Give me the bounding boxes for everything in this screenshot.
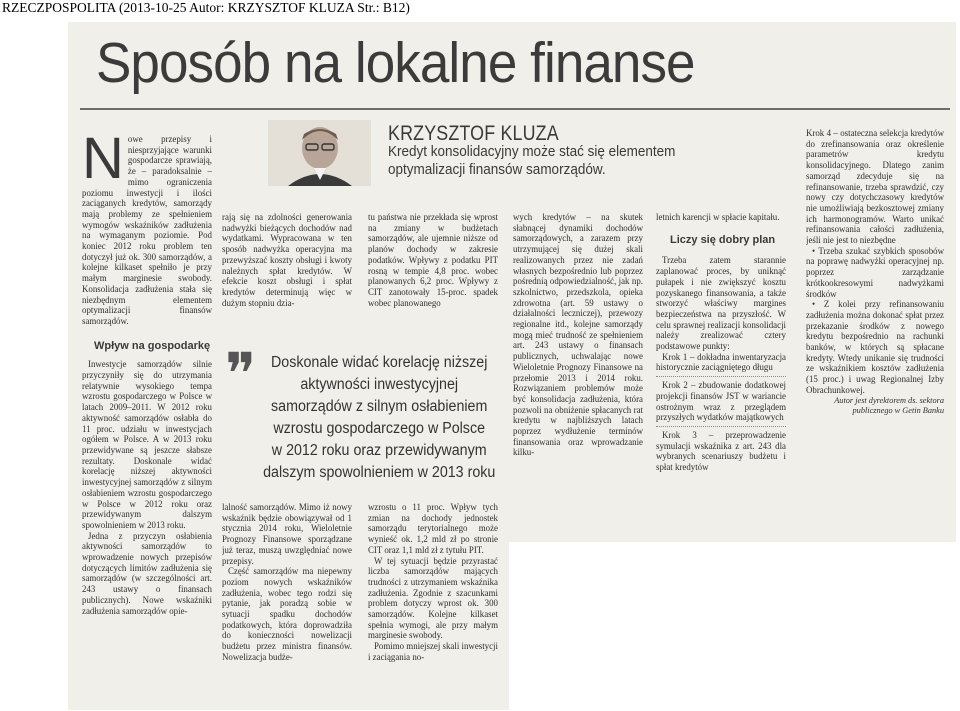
quote-mark-icon: ❞: [225, 342, 257, 407]
col2-top-text: rają się na zdolności generowania nadwyżki bieżących dochodów nad wydatkami. Wypracowana w ten sposób nadwyżka operacyjna ma przewyższać koszty obsługi i kwoty należnych spłat kredytów. W efekcie koszt obsługi i spłat kredytów determinują więc w dużym stopniu dzia-: [222, 212, 352, 308]
source-header: RZECZPOSPOLITA (2013-10-25 Autor: KRZYSZTOF KLUZA Str.: B12): [2, 0, 410, 15]
col6-text: Krok 4 – ostateczna selekcja kredytów do zrefinansowania oraz określenie parametrów kredytu konsolidacyjnego. Dlatego zanim samorząd zdecyduje się na refinansowanie, trzeba sprawdzić, czy nowy czy dotychczasowy kredytów nie umożliwiają bezkosztowej zmiany ich harmonogramów. Warto unikać refinansowania całości zadłużenia, jeśli nie jest to niezbędne: [806, 128, 944, 246]
col3-bottom-text-3: Pomimo mniejszej skali inwestycji i zaciągania no-: [368, 641, 498, 662]
box-title-plan: Liczy się dobry plan: [670, 233, 776, 246]
col6-bullet-1: • Trzeba szukać szybkich sposobów na poprawę nadwyżki operacyjnej np. poprzez zarządzanie krótkookresowymi nadwyżkami środków: [806, 245, 944, 299]
author-photo: [268, 120, 371, 186]
col1-body: Inwestycje samorządów silnie przyczyniły się do utrzymania relatywnie wysokiego tempa wzrostu gospodarczego w Polsce w latach 2009–2011. W 2012 roku aktywność samorządów osłabła do 11 proc. udziału w inwestycjach ogółem w Polsce. A w 2013 roku przewidywane są jeszcze słabsze rezultaty. Doskonale widać korelację niższej aktywności inwestycyjnej samorządów z silnym osłabieniem wzrostu gospodarczego w Polsce w 2012 roku oraz przewidywanym dalszym spowolnieniem w 2013 roku.: [82, 359, 212, 530]
headline-rule: [80, 108, 950, 110]
col1-body-2: Jedna z przyczyn osłabienia aktywności samorządów to wprowadzenie nowych przepisów dotyczących limitów zadłużenia się samorządów (w szczególności art. 243 ustawy o finansach publicznych). Nowe wskaźniki zadłużenia samorządów opie-: [82, 530, 212, 616]
col2-bottom-text-2: Część samorządów ma niepewny poziom nowych wskaźników zadłużenia, wobec tego rodzi się pytanie, jak poradzą sobie w sytuacji spadku dochodów podatkowych, która doprowadziła do konieczności nowelizacji budżetu przez ministra finansów. Nowelizacja budże-: [222, 566, 352, 662]
dropcap: N: [82, 134, 124, 191]
col3-bottom-text: wzrostu o 11 proc. Wpływ tych zmian na dochody jednostek samorządu terytorialnego może wynieść ok. 1,2 mld zł po stronie CIT oraz 1,1 mld zł z tytułu PIT.: [368, 502, 498, 555]
author-name: KRZYSZTOF KLUZA: [388, 122, 559, 145]
subhead-economy: Wpływ na gospodarkę: [94, 339, 211, 352]
col2-bottom-text: lalność samorządów. Mimo iż nowy wskaźnik będzie obowiązywał od 1 stycznia 2014 roku, Wieloletnie Prognozy Finansowe sporządzane już teraz, muszą uwzględniać nowe przepisy.: [222, 502, 352, 566]
intro-text: owe przepisy i niesprzyjające warunki gospodarcze sprawiają, że – paradoksalnie – mimo ograniczenia poziomu inwestycji i ilości zaciąganych kredytów, samorządy mają problemy ze spełnieniem wymogów wskaźników zadłużenia na wymaganym poziomie. Pod koniec 2012 roku problem ten dotyczył już ok. 300 samorządów, a kolejne kilkaset spełniło je przy małym marginesie swobody. Konsolidacja zadłużenia stała się niezbędnym elementem optymalizacji finansów samorządów.: [82, 134, 212, 326]
bullet-icon: •: [812, 245, 819, 256]
column-5: [656, 212, 786, 532]
col5-top-text: letnich karencji w spłacie kapitału.: [656, 212, 780, 222]
column-6: [806, 128, 944, 538]
column-3-bottom: [368, 502, 498, 707]
bullet-icon: •: [812, 299, 824, 310]
col4-text: wych kredytów – na skutek słabnącej dynamiki dochodów samorządowych, a zarazem przy utrzymującej się dużej skali realizowanych przez nie zadań własnych bezpośrednio lub poprzez pośrednią odpowiedzialność, jak np. szkolnictwo, przedszkola, opieka zdrowotna (art. 59 ustawy o działalności leczniczej), przewozy regionalne itd., kolejne samorządy mogą mieć trudność ze spełnieniem art. 243 ustawy o finansach publicznych, uchwalając nowe Wieloletnie Prognozy Finansowe na przełomie 2013 i 2014 roku. Rozwiązaniem problemów może być konsolidacja zadłużenia, która pozwoli na obniżenie spłacanych rat kredytu w najbliższych latach poprzez wydłużenie terminów finansowania oraz wprowadzanie kilku-: [513, 212, 643, 458]
step-3: Krok 3 – przeprowadzenie symulacji wskaźnika z art. 243 dla wybranych scenariuszy budżetu i spłat kredytów: [656, 429, 786, 473]
column-1: [82, 134, 212, 706]
column-3-top: [368, 212, 498, 334]
column-2-bottom: [222, 502, 352, 707]
col3-bottom-text-2: W tej sytuacji będzie przyrastać liczba samorządów mających trudności z utrzymaniem wskaźnika zadłużenia. Zgodnie z szacunkami problem dotyczy wprost ok. 300 samorządów. Kolejne kilkaset spełnia wymogi, ale przy małym marginesie swobody.: [368, 555, 498, 641]
pull-quote: [225, 342, 510, 502]
col6-bullet-2: • Z kolei przy refinansowaniu zadłużenia można dokonać spłat przez przekazanie środków z nowego kredytu bezpośrednio na rachunki banków, w których są spłacane kredyty. Wtedy unikanie się trudności ze wskaźnikiem kosztów zadłużenia (15 proc.) i uwag Regionalnej Izby Obrachunkowej.: [806, 299, 944, 395]
pull-quote-text: Doskonale widać korelację niższej aktywności inwestycyjnej samorządów z silnym osłabieniem wzrostu gospodarczego w Polsce w 2012 roku oraz przewidywanym dalszym spowolnieniem w 2013 roku: [263, 354, 496, 481]
column-4: [513, 212, 643, 527]
author-credit: Autor jest dyrektorem ds. sektora publicznego w Getin Banku: [834, 395, 944, 415]
col3-top-text: tu państwa nie przekłada się wprost na zmiany w budżetach samorządów, ale ujemnie niższe od planów dochody w zakresie podatków. Wpływy z podatku PIT rosną w tempie 4,8 proc. wobec planowanych 6,2 proc. Wpływy z CIT zanotowały 15-proc. spadek wobec planowanego: [368, 212, 498, 308]
col5-body: Trzeba zatem starannie zaplanować proces, by uniknąć pułapek i nie zwiększyć kosztu pozyskanego finansowania, a także stworzyć właściwy margines bezpieczeństwa na przyszłość. W celu sprawnej realizacji konsolidacji należy zrealizować cztery podstawowe punkty:: [656, 255, 786, 352]
article-headline: Sposób na lokalne finanse: [96, 31, 695, 95]
author-standfirst: Kredyt konsolidacyjny może stać się elementem optymalizacji finansów samorządów.: [388, 143, 676, 178]
step-1: Krok 1 – dokładna inwentaryzacja historycznie zaciągniętego długu: [656, 351, 786, 373]
column-2-top: [222, 212, 352, 334]
step-2: Krok 2 – zbudowanie dodatkowej projekcji finansów JST w wariancie ostrożnym wraz z przeglądem przyszłych wydatków majątkowych: [656, 380, 786, 423]
